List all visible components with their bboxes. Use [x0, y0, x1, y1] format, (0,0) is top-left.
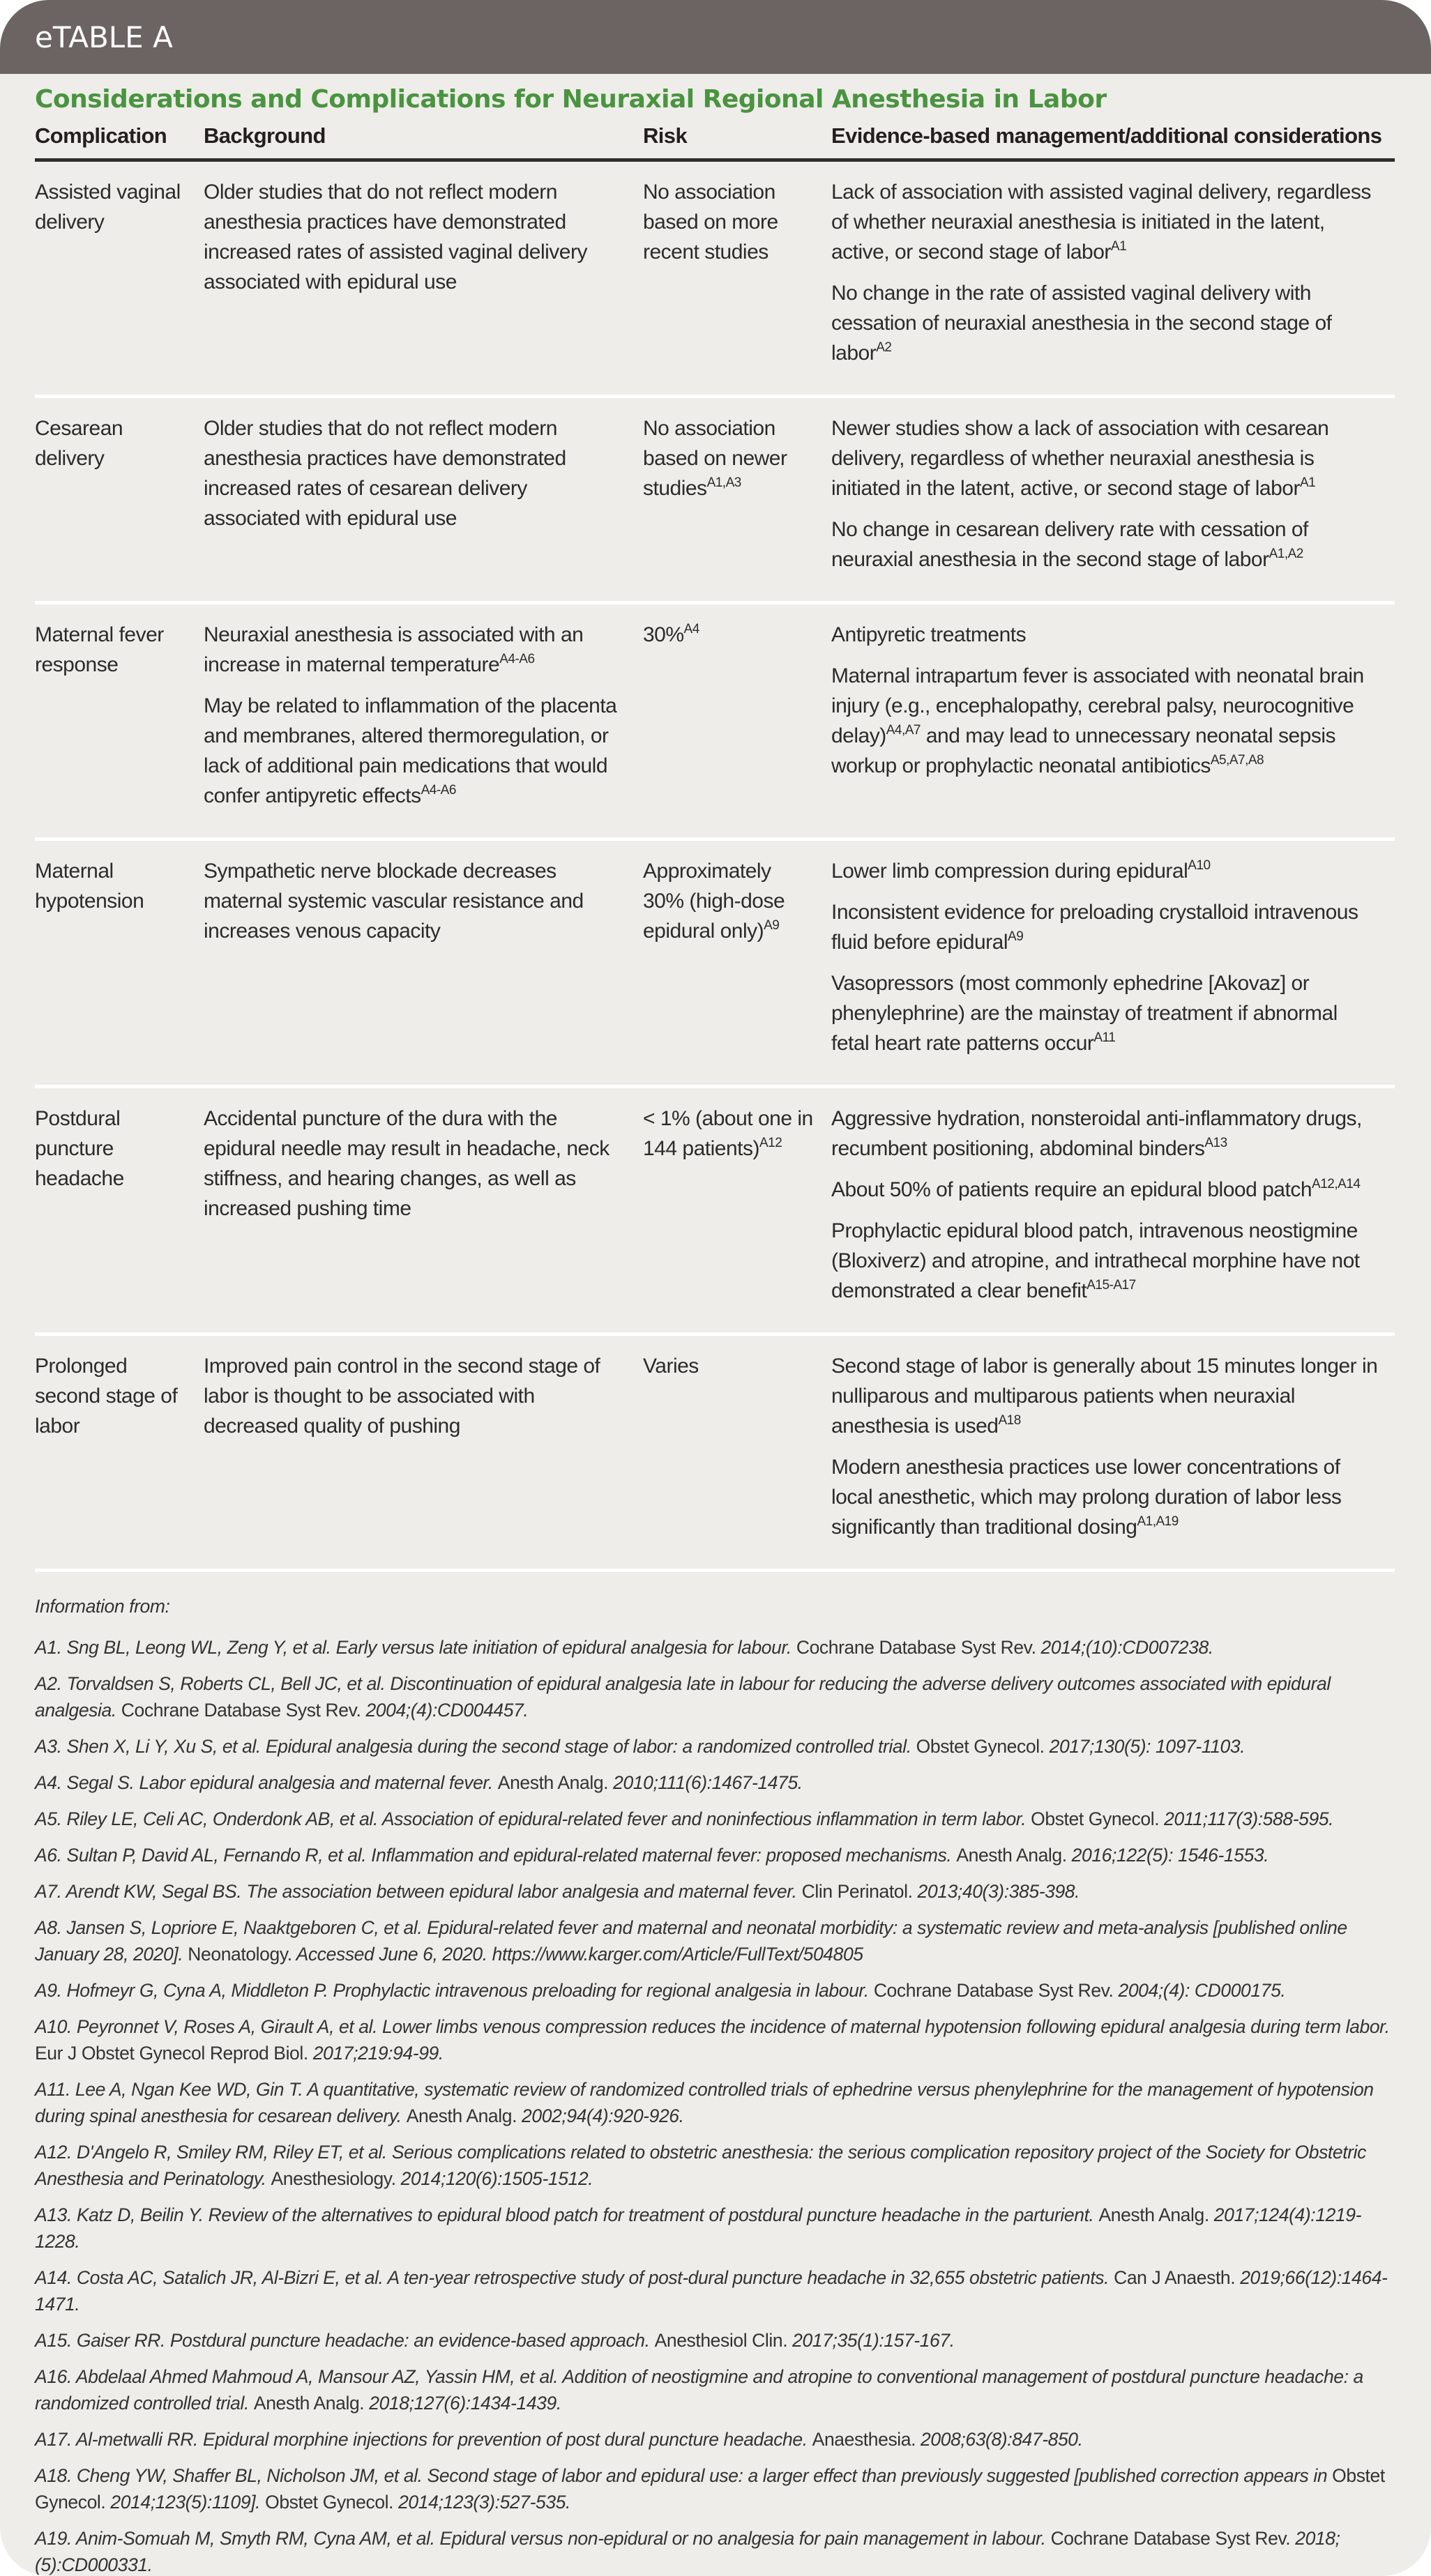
reference-item	[35, 2525, 1395, 2576]
reference-item	[35, 2139, 1395, 2192]
cell-background	[204, 1087, 643, 1334]
risk-value	[643, 413, 815, 503]
reference-text: A18. Cheng YW, Shaffer BL, Nicholson JM, et al. Second stage of labor and epidural use: a larger effect than previously suggested [published correction appears in	[35, 2465, 1333, 2486]
cell-background	[204, 160, 643, 397]
reference-journal: Cochrane Database Syst Rev.	[1050, 2528, 1291, 2549]
reference-details: 2019;66(12):1464-1471.	[35, 2267, 1388, 2315]
reference-item	[35, 2363, 1395, 2416]
management-paragraph-text: and may lead to unnecessary neonatal sepsis workup or prophylactic neonatal antibiotics	[831, 724, 1336, 777]
background-paragraph	[204, 1104, 626, 1224]
cell-background	[204, 397, 643, 603]
complication-name: Prolonged second stage of labor	[35, 1355, 178, 1438]
reference-item	[35, 1977, 1395, 2004]
cell-risk	[643, 1334, 831, 1571]
reference-text: A11. Lee A, Ngan Kee WD, Gin T. A quantitative, systematic review of randomized controlled trials of ephedrine versus phenylephrine for the management of hypotension during spinal anesthesia for cesarean delivery.	[35, 2079, 1374, 2126]
background-paragraph-text: Older studies that do not reflect modern anesthesia practices have demonstrated increased rates of cesarean delivery associated with epidural use	[204, 417, 566, 530]
cell-risk	[643, 839, 831, 1087]
reference-journal: Neonatology.	[188, 1944, 292, 1965]
reference-journal: Anesthesiol Clin.	[654, 2330, 788, 2351]
reference-journal: Eur J Obstet Gynecol Reprod Biol.	[35, 2043, 308, 2064]
management-paragraph-text: About 50% of patients require an epidural blood patch	[831, 1178, 1312, 1201]
management-paragraph	[831, 856, 1378, 886]
citation-superscript: A1,A2	[1269, 547, 1303, 561]
reference-journal: Obstet Gynecol.	[916, 1736, 1045, 1757]
cell-complication	[35, 397, 204, 603]
reference-text: A6. Sultan P, David AL, Fernando R, et al. Inflammation and epidural-related maternal fever: proposed mechanisms.	[35, 1845, 957, 1866]
cell-management	[831, 1334, 1395, 1571]
table-body	[35, 160, 1395, 1571]
cell-complication	[35, 1334, 204, 1571]
citation-superscript: A9	[1008, 929, 1024, 944]
management-paragraph-text: Antipyretic treatments	[831, 623, 1027, 646]
background-paragraph	[204, 413, 626, 533]
table-label: eTABLE A	[35, 20, 173, 54]
reference-details: 2013;40(3):385-398.	[912, 1881, 1080, 1902]
risk-value-text: Approximately 30% (high-dose epidural only)	[643, 860, 785, 943]
cell-complication	[35, 1087, 204, 1334]
reference-text: A16. Abdelaal Ahmed Mahmoud A, Mansour AZ, Yassin HM, et al. Addition of neostigmine and atropine to conventional management of postdural puncture headache: a randomized controlled trial.	[35, 2366, 1363, 2414]
citation-superscript: A15-A17	[1086, 1278, 1136, 1293]
citation-superscript: A12	[759, 1136, 782, 1150]
cell-management	[831, 839, 1395, 1087]
citation-superscript: A4,A7	[886, 723, 921, 738]
reference-details: 2011;117(3):588-595.	[1159, 1808, 1334, 1829]
risk-value	[643, 1351, 815, 1381]
reference-details: Accessed June 6, 2020. https://www.karger.com/Article/FullText/504805	[292, 1944, 863, 1965]
reference-journal: Cochrane Database Syst Rev.	[121, 1700, 361, 1721]
reference-text: A15. Gaiser RR. Postdural puncture headache: an evidence-based approach.	[35, 2330, 655, 2351]
reference-item	[35, 2264, 1395, 2317]
reference-item	[35, 1769, 1395, 1796]
table-row	[35, 839, 1395, 1087]
cell-management	[831, 397, 1395, 603]
risk-value-text: Varies	[643, 1355, 699, 1378]
reference-text: A10. Peyronnet V, Roses A, Girault A, et al. Lower limbs venous compression reduces the incidence of maternal hypotension following epidural analgesia during term labor.	[35, 2016, 1390, 2037]
citation-superscript: A1	[1299, 475, 1316, 490]
reference-details: 2010;111(6):1467-1475.	[608, 1772, 803, 1793]
management-paragraph	[831, 413, 1378, 503]
reference-item	[35, 2327, 1395, 2354]
citation-superscript: A18	[998, 1413, 1021, 1428]
management-paragraph-text: Lower limb compression during epidural	[831, 860, 1188, 883]
cell-risk	[643, 1087, 831, 1334]
reference-journal: Obstet Gynecol.	[265, 2492, 394, 2513]
background-paragraph	[204, 1351, 626, 1441]
reference-journal: Anesth Analg.	[1098, 2204, 1209, 2225]
reference-item	[35, 1914, 1395, 1967]
citation-superscript: A13	[1204, 1136, 1227, 1150]
citation-superscript: A9	[764, 918, 780, 933]
citation-superscript: A4-A6	[421, 783, 456, 798]
references-intro: Information from:	[35, 1596, 170, 1617]
reference-item	[35, 2426, 1395, 2453]
cell-management	[831, 1087, 1395, 1334]
management-paragraph	[831, 897, 1378, 957]
background-paragraph-text: Improved pain control in the second stage of labor is thought to be associated with decreased quality of pushing	[204, 1355, 600, 1438]
management-paragraph-text: No change in cesarean delivery rate with cessation of neuraxial anesthesia in the second stage of labor	[831, 518, 1308, 571]
reference-details: 2018;(5):CD000331.	[35, 2528, 1340, 2575]
risk-value-text: 30%	[643, 623, 684, 646]
background-paragraph	[204, 620, 626, 680]
reference-details: 2014;120(6):1505-1512.	[395, 2168, 593, 2189]
citation-superscript: A10	[1188, 858, 1211, 873]
complication-name: Cesarean delivery	[35, 417, 123, 470]
complication-name: Postdural puncture headache	[35, 1107, 124, 1190]
risk-value	[643, 1104, 815, 1164]
risk-value	[643, 177, 815, 267]
management-paragraph	[831, 1452, 1378, 1542]
reference-journal: Anesth Analg.	[956, 1845, 1067, 1866]
reference-text: A7. Arendt KW, Segal BS. The association between epidural labor analgesia and maternal fever.	[35, 1881, 802, 1902]
citation-superscript: A1,A19	[1137, 1514, 1179, 1529]
reference-item	[35, 1842, 1395, 1868]
complications-table	[35, 123, 1395, 1572]
reference-text: A12. D'Angelo R, Smiley RM, Riley ET, et al. Serious complications related to obstetric anesthesia: the serious complication repository project of the Society for Obstetric Anesthesia and Perinatology.	[35, 2142, 1366, 2189]
reference-item	[35, 1878, 1395, 1905]
reference-details: 2017;219:94-99.	[308, 2043, 444, 2064]
reference-journal: Cochrane Database Syst Rev.	[873, 1980, 1114, 2001]
citation-superscript: A12,A14	[1312, 1177, 1361, 1191]
reference-item	[35, 1670, 1395, 1723]
cell-risk	[643, 397, 831, 603]
reference-journal: Cochrane Database Syst Rev.	[796, 1637, 1036, 1658]
citation-superscript: A4-A6	[499, 652, 535, 666]
risk-value	[643, 620, 815, 650]
citation-superscript: A5,A7,A8	[1210, 753, 1264, 768]
reference-details: 2008;63(8):847-850.	[916, 2429, 1083, 2450]
reference-text: A4. Segal S. Labor epidural analgesia and maternal fever.	[35, 1772, 498, 1793]
reference-item	[35, 2462, 1395, 2515]
management-paragraph-text: Vasopressors (most commonly ephedrine [Akovaz] or phenylephrine) are the mainstay of treatment if abnormal fetal heart rate patterns occur	[831, 972, 1338, 1055]
reference-details: 2017;124(4):1219-1228.	[35, 2204, 1362, 2252]
reference-text: A1. Sng BL, Leong WL, Zeng Y, et al. Early versus late initiation of epidural analgesia for labour.	[35, 1637, 796, 1658]
reference-journal: Anaesthesia.	[812, 2429, 916, 2450]
reference-item	[35, 2013, 1395, 2066]
reference-journal: Anesth Analg.	[253, 2393, 365, 2414]
reference-journal: Anesthesiology.	[271, 2168, 396, 2189]
header-band	[0, 0, 1431, 74]
reference-details: 2014;(10):CD007238.	[1036, 1637, 1213, 1658]
management-paragraph	[831, 1216, 1378, 1306]
cell-risk	[643, 603, 831, 839]
management-paragraph-text: Modern anesthesia practices use lower concentrations of local anesthetic, which may prolong duration of labor less significantly than traditional dosing	[831, 1456, 1342, 1539]
management-paragraph	[831, 1175, 1378, 1205]
management-paragraph-text: Inconsistent evidence for preloading crystalloid intravenous fluid before epidural	[831, 901, 1358, 954]
management-paragraph	[831, 620, 1378, 650]
risk-value-text: No association based on newer studies	[643, 417, 787, 500]
reference-details: 2004;(4):CD004457.	[361, 1700, 529, 1721]
management-paragraph	[831, 515, 1378, 574]
reference-text: A8. Jansen S, Lopriore E, Naaktgeboren C, et al. Epidural-related fever and maternal and neonatal morbidity: a systematic review and meta-analysis [published online January 28, 2020].	[35, 1917, 1347, 1965]
table-header-row	[35, 123, 1395, 160]
reference-details: 2016;122(5): 1546-1553.	[1066, 1845, 1269, 1866]
reference-journal: Anesth Analg.	[406, 2105, 517, 2126]
column-header-complication: Complication	[35, 123, 204, 160]
risk-value-text: < 1% (about one in 144 patients)	[643, 1107, 813, 1160]
background-paragraph-text: May be related to inflammation of the placenta and membranes, altered thermoregulation, or lack of additional pain medications that would confer antipyretic effects	[204, 694, 617, 807]
citation-superscript: A4	[683, 622, 699, 637]
management-paragraph	[831, 968, 1378, 1058]
reference-details: 2004;(4): CD000175.	[1113, 1980, 1286, 2001]
management-paragraph-text: Second stage of labor is generally about 15 minutes longer in nulliparous and multiparous patients when neuraxial anesthesia is used	[831, 1355, 1378, 1438]
cell-complication	[35, 603, 204, 839]
reference-text: A19. Anim-Somuah M, Smyth RM, Cyna AM, et al. Epidural versus non-epidural or no analgesia for pain management in labour.	[35, 2528, 1051, 2549]
table-row	[35, 1087, 1395, 1334]
background-paragraph	[204, 691, 626, 811]
management-paragraph-text: Aggressive hydration, nonsteroidal anti-inflammatory drugs, recumbent positioning, abdominal binders	[831, 1107, 1362, 1160]
reference-details: 2017;35(1):157-167.	[787, 2330, 955, 2351]
reference-details: 2014;123(5):1109].	[105, 2492, 266, 2513]
management-paragraph	[831, 177, 1378, 267]
references	[35, 1593, 1395, 2576]
table-row	[35, 397, 1395, 603]
cell-background	[204, 603, 643, 839]
complication-name: Maternal hypotension	[35, 860, 144, 913]
cell-management	[831, 603, 1395, 839]
reference-text: A2. Torvaldsen S, Roberts CL, Bell JC, et al. Discontinuation of epidural analgesia late in labour for reducing the adverse delivery outcomes associated with epidural analgesia.	[35, 1673, 1331, 1721]
reference-text: A13. Katz D, Beilin Y. Review of the alternatives to epidural blood patch for treatment of postdural puncture headache in the parturient.	[35, 2204, 1099, 2225]
citation-superscript: A1,A3	[706, 475, 741, 490]
management-paragraph	[831, 278, 1378, 368]
reference-item	[35, 2202, 1395, 2255]
management-paragraph	[831, 1104, 1378, 1164]
background-paragraph-text: Accidental puncture of the dura with the epidural needle may result in headache, neck stiffness, and hearing changes, as well as increased pushing time	[204, 1107, 610, 1220]
table-title: Considerations and Complications for Neuraxial Regional Anesthesia in Labor	[35, 85, 1107, 114]
risk-value	[643, 856, 815, 946]
management-paragraph	[831, 1351, 1378, 1441]
cell-complication	[35, 839, 204, 1087]
reference-journal: Obstet Gynecol.	[35, 2465, 1385, 2513]
reference-item	[35, 1634, 1395, 1661]
reference-journal: Clin Perinatol.	[801, 1881, 913, 1902]
reference-text: A5. Riley LE, Celi AC, Onderdonk AB, et al. Association of epidural-related fever and noninfectious inflammation in term labor.	[35, 1808, 1031, 1829]
background-paragraph-text: Sympathetic nerve blockade decreases maternal systemic vascular resistance and increases venous capacity	[204, 860, 584, 943]
management-paragraph-text: Lack of association with assisted vaginal delivery, regardless of whether neuraxial anesthesia is initiated in the latent, active, or second stage of labor	[831, 181, 1371, 264]
management-paragraph-text: No change in the rate of assisted vaginal delivery with cessation of neuraxial anesthesia in the second stage of labor	[831, 282, 1332, 365]
management-paragraph-text: Maternal intrapartum fever is associated with neonatal brain injury (e.g., encephalopathy, cerebral palsy, neurocognitive delay)	[831, 664, 1364, 747]
background-paragraph	[204, 177, 626, 297]
cell-complication	[35, 160, 204, 397]
cell-risk	[643, 160, 831, 397]
table-row	[35, 1334, 1395, 1571]
column-header-background: Background	[204, 123, 643, 160]
reference-item	[35, 2076, 1395, 2129]
reference-details: 2002;94(4):920-926.	[517, 2105, 684, 2126]
reference-details: 2014;123(3):527-535.	[393, 2492, 570, 2513]
management-paragraph-text: Newer studies show a lack of association with cesarean delivery, regardless of whether neuraxial anesthesia is initiated in the latent, active, or second stage of labor	[831, 417, 1329, 500]
risk-value-text: No association based on more recent studies	[643, 181, 778, 264]
complication-name: Maternal fever response	[35, 623, 164, 676]
background-paragraph	[204, 856, 626, 946]
reference-list	[35, 1634, 1395, 2576]
table-row	[35, 160, 1395, 397]
complication-name: Assisted vaginal delivery	[35, 181, 181, 234]
reference-text: A14. Costa AC, Satalich JR, Al-Bizri E, et al. A ten-year retrospective study of post-dural puncture headache in 32,655 obstetric patients.	[35, 2267, 1114, 2288]
reference-journal: Can J Anaesth.	[1114, 2267, 1236, 2288]
reference-details: 2017;130(5): 1097-1103.	[1044, 1736, 1246, 1757]
reference-item	[35, 1806, 1395, 1832]
column-header-management: Evidence-based management/additional considerations	[831, 123, 1395, 160]
citation-superscript: A2	[876, 340, 892, 355]
reference-text: A17. Al-metwalli RR. Epidural morphine injections for prevention of post dural puncture headache.	[35, 2429, 812, 2450]
management-paragraph-text: Prophylactic epidural blood patch, intravenous neostigmine (Bloxiverz) and atropine, and intrathecal morphine have not demonstrated a clear benefit	[831, 1219, 1360, 1302]
background-paragraph-text: Neuraxial anesthesia is associated with an increase in maternal temperature	[204, 623, 584, 676]
citation-superscript: A11	[1093, 1030, 1116, 1045]
reference-details: 2018;127(6):1434-1439.	[364, 2393, 561, 2414]
table-row	[35, 603, 1395, 839]
cell-background	[204, 839, 643, 1087]
background-paragraph-text: Older studies that do not reflect modern anesthesia practices have demonstrated increased rates of assisted vaginal delivery associated with epidural use	[204, 181, 587, 294]
management-paragraph	[831, 661, 1378, 781]
reference-journal: Anesth Analg.	[497, 1772, 609, 1793]
citation-superscript: A1	[1110, 239, 1127, 254]
cell-management	[831, 160, 1395, 397]
column-header-risk: Risk	[643, 123, 831, 160]
reference-item	[35, 1733, 1395, 1760]
reference-text: A9. Hofmeyr G, Cyna A, Middleton P. Prophylactic intravenous preloading for regional analgesia in labour.	[35, 1980, 874, 2001]
reference-text: A3. Shen X, Li Y, Xu S, et al. Epidural analgesia during the second stage of labor: a randomized controlled trial.	[35, 1736, 916, 1757]
reference-journal: Obstet Gynecol.	[1031, 1808, 1160, 1829]
cell-background	[204, 1334, 643, 1571]
